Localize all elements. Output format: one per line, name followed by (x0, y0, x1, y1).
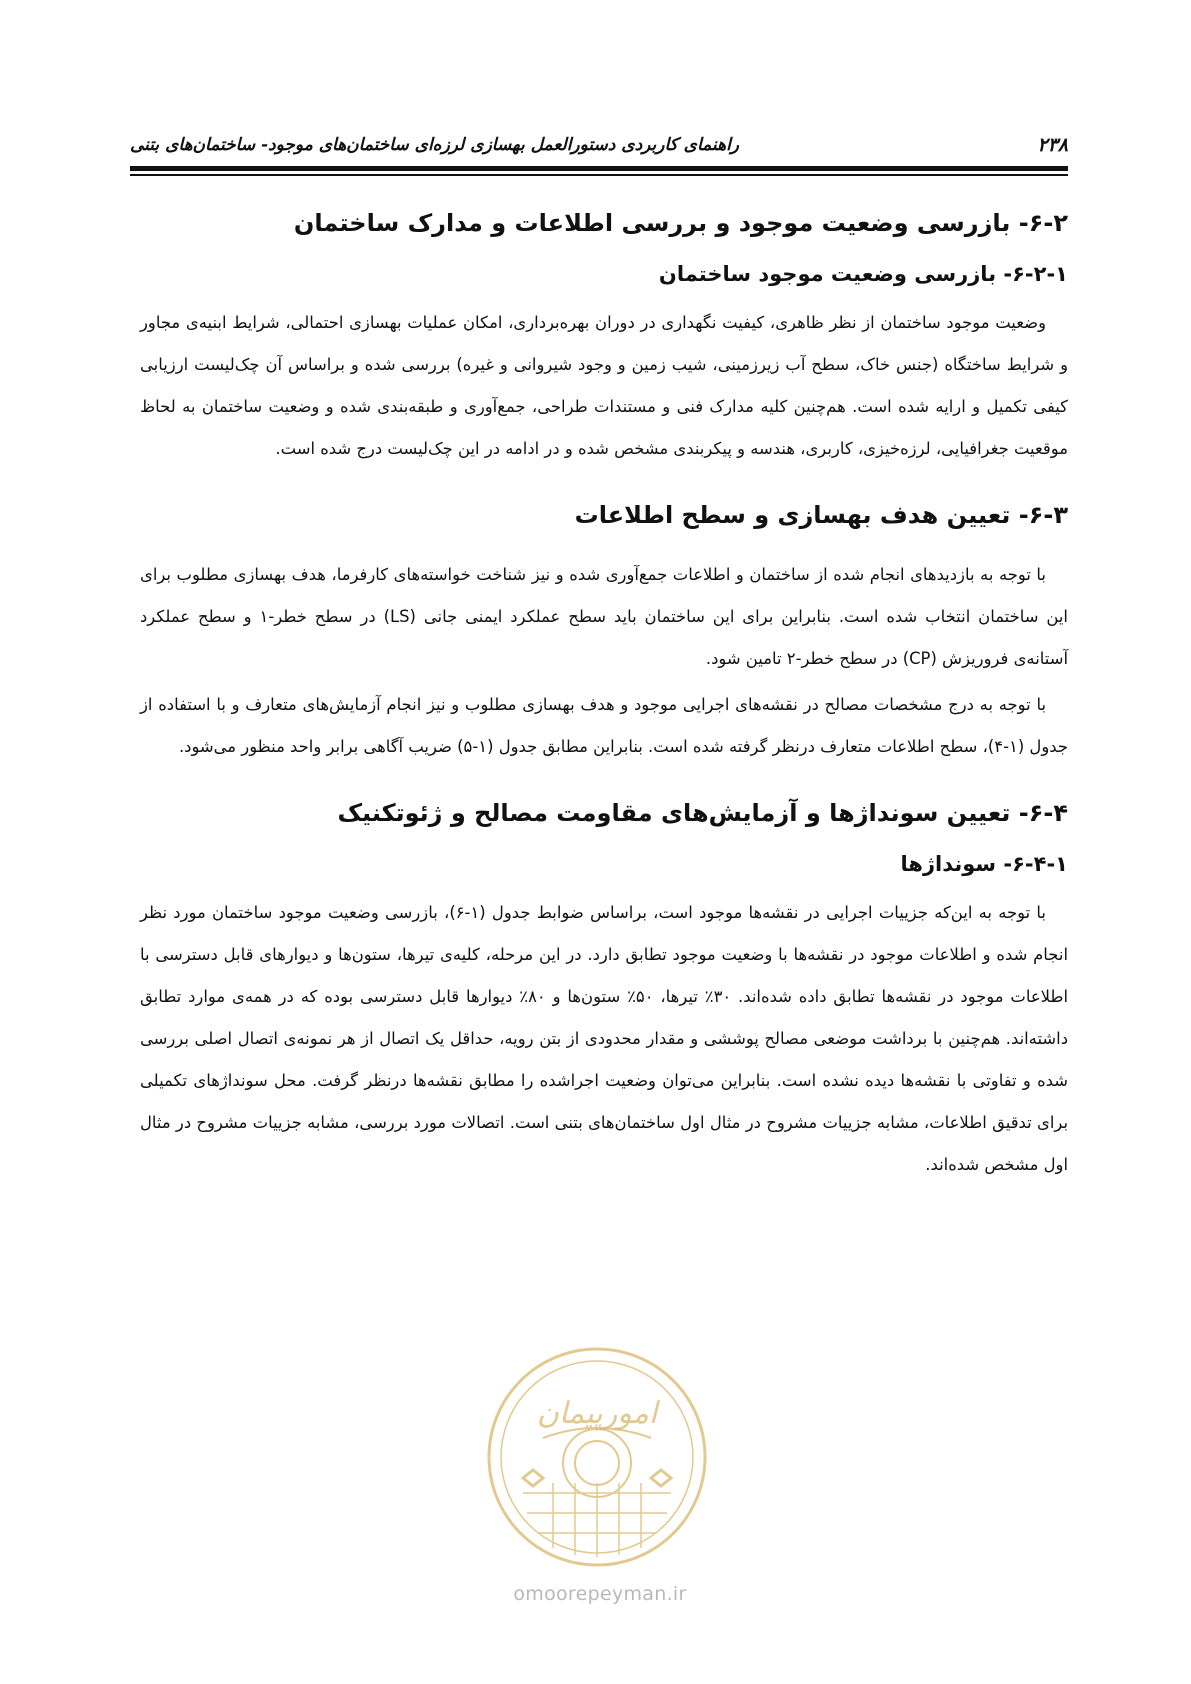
section-6-3-paragraph-2: با توجه به درج مشخصات مصالح در نقشه‌های اجرایی موجود و هدف بهسازی مطلوب و نیز انجام آزمایش‌های متعارف و با استفاده از جدول (۱-۴)، سطح اطلاعات متعارف درنظر گرفته شده است. بنابراین مطابق جدول (۱-۵) ضریب آگاهی برابر واحد منظور می‌شود. (140, 694, 1068, 756)
page-number: ۲۳۸ (1037, 134, 1068, 156)
watermark-site: omoorepeyman.ir (513, 1583, 687, 1605)
section-6-2-1-paragraph: وضعیت موجود ساختمان از نظر ظاهری، کیفیت نگهداری در دوران بهره‌برداری، امکان عملیات بهسازی احتمالی، شرایط ابنیه‌ی مجاور و شرایط ساختگاه (جنس خاک، سطح آب زیرزمینی، شیب زمین و وجود شیروانی و غیره) بررسی شده و براساس آن چک‌لیست ارزیابی کیفی تکمیل و ارایه شده است. هم‌چنین کلیه مدارک فنی و مستندات طراحی، جمع‌آوری و طبقه‌بندی شده و وضعیت ساختمان به لحاظ موقعیت جغرافیایی، لرزه‌خیزی، کاربری، هندسه و پیکربندی مشخص شده و در ادامه در این چک‌لیست درج شده است. (140, 313, 1068, 459)
header-rule-thin (130, 174, 1068, 176)
page-header (130, 128, 1068, 162)
section-6-4-heading: ۶-۴- تعیین سونداژها و آزمایش‌های مقاومت مصالح و ژئوتکنیک (337, 798, 1068, 827)
document-body (140, 186, 1068, 1190)
section-6-3-paragraph-1: با توجه به بازدیدهای انجام شده از ساختمان و اطلاعات جمع‌آوری شده و نیز شناخت خواسته‌های کارفرما، هدف بهسازی مطلوب برای این ساختمان انتخاب شده است. بنابراین برای این ساختمان باید سطح عملکرد ایمنی جانی (LS) در سطح خطر-۱ و سطح عملکرد آستانه‌ی فروریزش (CP) در سطح خطر-۲ تامین شود. (140, 564, 1068, 668)
running-title: راهنمای کاربردی دستورالعمل بهسازی لرزه‌ای ساختمان‌های موجود- ساختمان‌های بتنی (130, 135, 740, 155)
watermark-stamp-text: امورپیمان (536, 1396, 658, 1431)
section-6-2-heading: ۶-۲- بازرسی وضعیت موجود و بررسی اطلاعات و مدارک ساختمان (293, 209, 1068, 237)
section-6-2-1-heading: ۶-۲-۱- بازرسی وضعیت موجود ساختمان (658, 262, 1068, 287)
section-6-3-heading: ۶-۳- تعیین هدف بهسازی و سطح اطلاعات (574, 501, 1068, 530)
watermark-stamp-logo (483, 1343, 711, 1571)
header-rule-thick (130, 166, 1068, 171)
section-6-4-1-paragraph: با توجه به این‌که جزییات اجرایی در نقشه‌ها موجود است، براساس ضوابط جدول (۱-۶)، بازرسی وضعیت موجود ساختمان مورد نظر انجام شده و اطلاعات موجود در نقشه‌ها با وضعیت موجود تطابق دارد. در این مرحله، کلیه‌ی تیرها، ستون‌ها و دیوارهای قابل دسترسی با اطلاعات موجود در نقشه‌ها تطابق داده شده‌اند. ۳۰٪ تیرها، ۵۰٪ ستون‌ها و ۸۰٪ دیوارها قابل دسترسی بوده که در همه‌ی موارد تطابق داشته‌اند. هم‌چنین با برداشت موضعی مصالح پوششی و مقدار محدودی از بتن رویه، حداقل یک اتصال از هر نمونه‌ی اتصال اصلی بررسی شده و تفاوتی با نقشه‌ها دیده نشده است. بنابراین می‌توان وضعیت اجراشده را مطابق نقشه‌ها درنظر گرفت. محل سونداژهای تکمیلی برای تدقیق اطلاعات، مشابه جزییات مشروح در مثال اول ساختمان‌های بتنی است. اتصالات مورد بررسی، مشابه جزییات مشروح در مثال اول مشخص شده‌اند. (140, 903, 1069, 1175)
section-6-4-1-heading: ۶-۴-۱- سونداژها (900, 851, 1068, 876)
